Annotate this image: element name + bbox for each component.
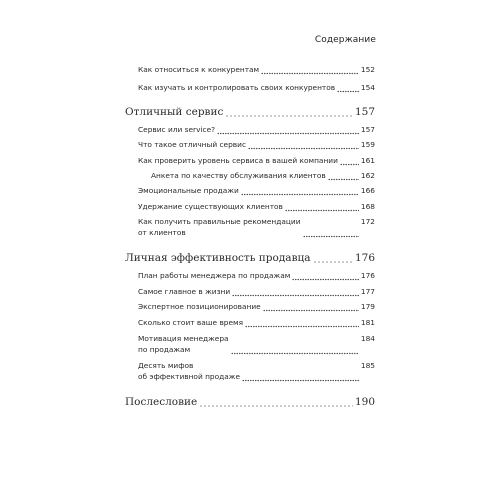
toc-page-number: 161 xyxy=(360,155,375,165)
toc-entry xyxy=(151,170,375,181)
toc-entry-title-line: Что такое отличный сервис xyxy=(138,139,247,149)
toc-entry xyxy=(138,317,375,328)
toc-entry-title xyxy=(138,270,290,281)
toc-dot-leader xyxy=(242,372,359,382)
toc-entry-title-line: Отличный сервис xyxy=(125,105,224,118)
toc-dot-leader xyxy=(241,186,359,196)
toc-dot-leader xyxy=(231,345,359,355)
toc-dot-leader xyxy=(248,140,359,150)
toc-page-number: 185 xyxy=(360,360,375,370)
toc-entry-title xyxy=(125,397,197,408)
toc-entry xyxy=(138,270,375,281)
toc-entry xyxy=(125,396,375,408)
toc-page-number: 176 xyxy=(354,251,375,264)
toc-page-number: 157 xyxy=(360,124,375,134)
toc-dot-leader xyxy=(337,83,359,93)
toc-entry-title-line: Экспертное позиционирование xyxy=(138,301,261,311)
toc-page-number: 177 xyxy=(360,286,375,296)
toc-entry-title-line: по продажам xyxy=(138,344,191,354)
toc-dot-leader xyxy=(225,108,353,118)
toc-entry-title-line: от клиентов xyxy=(138,227,186,237)
toc-entry-title-line: Удержание существующих клиентов xyxy=(138,201,283,211)
toc-entry-title-line: Личная эффективность продавца xyxy=(125,251,311,264)
toc-page-number: 168 xyxy=(360,201,375,211)
toc-page-number: 190 xyxy=(354,395,375,408)
toc-entry xyxy=(138,155,375,166)
toc-entry xyxy=(125,106,375,118)
toc-entry-title xyxy=(138,82,335,93)
toc-entry xyxy=(138,201,375,212)
toc-dot-leader xyxy=(245,318,359,328)
toc-entry-title-line: План работы менеджера по продажам xyxy=(138,270,291,280)
toc-dot-leader xyxy=(292,271,359,281)
toc-dot-leader xyxy=(313,254,353,264)
toc-page-number: 157 xyxy=(354,105,375,118)
toc-dot-leader xyxy=(261,65,359,75)
toc-page-number: 172 xyxy=(360,216,375,226)
toc-entry xyxy=(138,139,375,150)
toc-page-number: 184 xyxy=(360,333,375,343)
toc-entry-title xyxy=(138,185,239,196)
toc-entry-title xyxy=(138,139,246,150)
toc-entry-title-line: Как проверить уровень сервиса в вашей компании xyxy=(138,155,338,165)
toc-entry-title xyxy=(138,155,338,166)
toc-entry xyxy=(138,360,375,382)
toc-entry-title xyxy=(138,360,240,382)
toc-page-number: 159 xyxy=(360,139,375,149)
toc-page-number: 181 xyxy=(360,317,375,327)
toc-entry-title xyxy=(138,333,229,355)
toc-entry-title xyxy=(138,216,301,238)
toc-page-number: 179 xyxy=(360,301,375,311)
toc-entry xyxy=(138,185,375,196)
toc-dot-leader xyxy=(199,398,353,408)
toc-entry xyxy=(138,82,375,93)
toc-entry-title xyxy=(125,253,311,264)
toc-entry-title-line: Как относиться к конкурентам xyxy=(138,64,260,74)
toc-entry xyxy=(138,333,375,355)
toc-dot-leader xyxy=(303,228,359,238)
toc-entry-title xyxy=(151,170,326,181)
toc-dot-leader xyxy=(232,287,359,297)
toc-entry xyxy=(138,301,375,312)
toc-entry-title-line: Как получить правильные рекомендации xyxy=(138,216,301,226)
toc-entry-title xyxy=(138,64,259,75)
toc-entry xyxy=(138,216,375,238)
toc-entry-title xyxy=(138,286,230,297)
toc-entry-title xyxy=(138,301,261,312)
toc-entry-title xyxy=(138,201,283,212)
toc-entry xyxy=(138,64,375,75)
toc-entry-title-line: Сервис или service? xyxy=(138,124,216,134)
toc-dot-leader xyxy=(328,171,359,181)
toc-entry xyxy=(125,252,375,264)
toc-dot-leader xyxy=(263,302,359,312)
toc-page-number: 162 xyxy=(360,170,375,180)
toc-entry-title-line: об эффективной продаже xyxy=(138,371,240,381)
running-head: Содержание xyxy=(314,35,376,45)
toc-page-number: 176 xyxy=(360,270,375,280)
toc-dot-leader xyxy=(340,156,359,166)
toc-entry xyxy=(138,286,375,297)
toc-dot-leader xyxy=(285,202,359,212)
toc-entry-title xyxy=(138,124,215,135)
toc-entry-title-line: Послесловие xyxy=(125,395,198,408)
toc-page-number: 154 xyxy=(360,82,375,92)
toc-entry-title-line: Эмоциональные продажи xyxy=(138,185,239,195)
toc-entry-title-line: Самое главное в жизни xyxy=(138,286,231,296)
toc-page-number: 152 xyxy=(360,64,375,74)
toc-entry-title-line: Анкета по качеству обслуживания клиентов xyxy=(151,170,326,180)
toc-entry-title-line: Мотивация менеджера xyxy=(138,333,229,343)
toc-entry-title-line: Сколько стоит ваше время xyxy=(138,317,244,327)
toc-entry-title-line: Как изучать и контролировать своих конкурентов xyxy=(138,82,336,92)
toc-entry-title-line: Десять мифов xyxy=(138,360,194,370)
toc-dot-leader xyxy=(217,125,359,135)
toc-entry-title xyxy=(138,317,243,328)
toc-page-number: 166 xyxy=(360,185,375,195)
toc-entry-title xyxy=(125,107,223,118)
toc-entry xyxy=(138,124,375,135)
